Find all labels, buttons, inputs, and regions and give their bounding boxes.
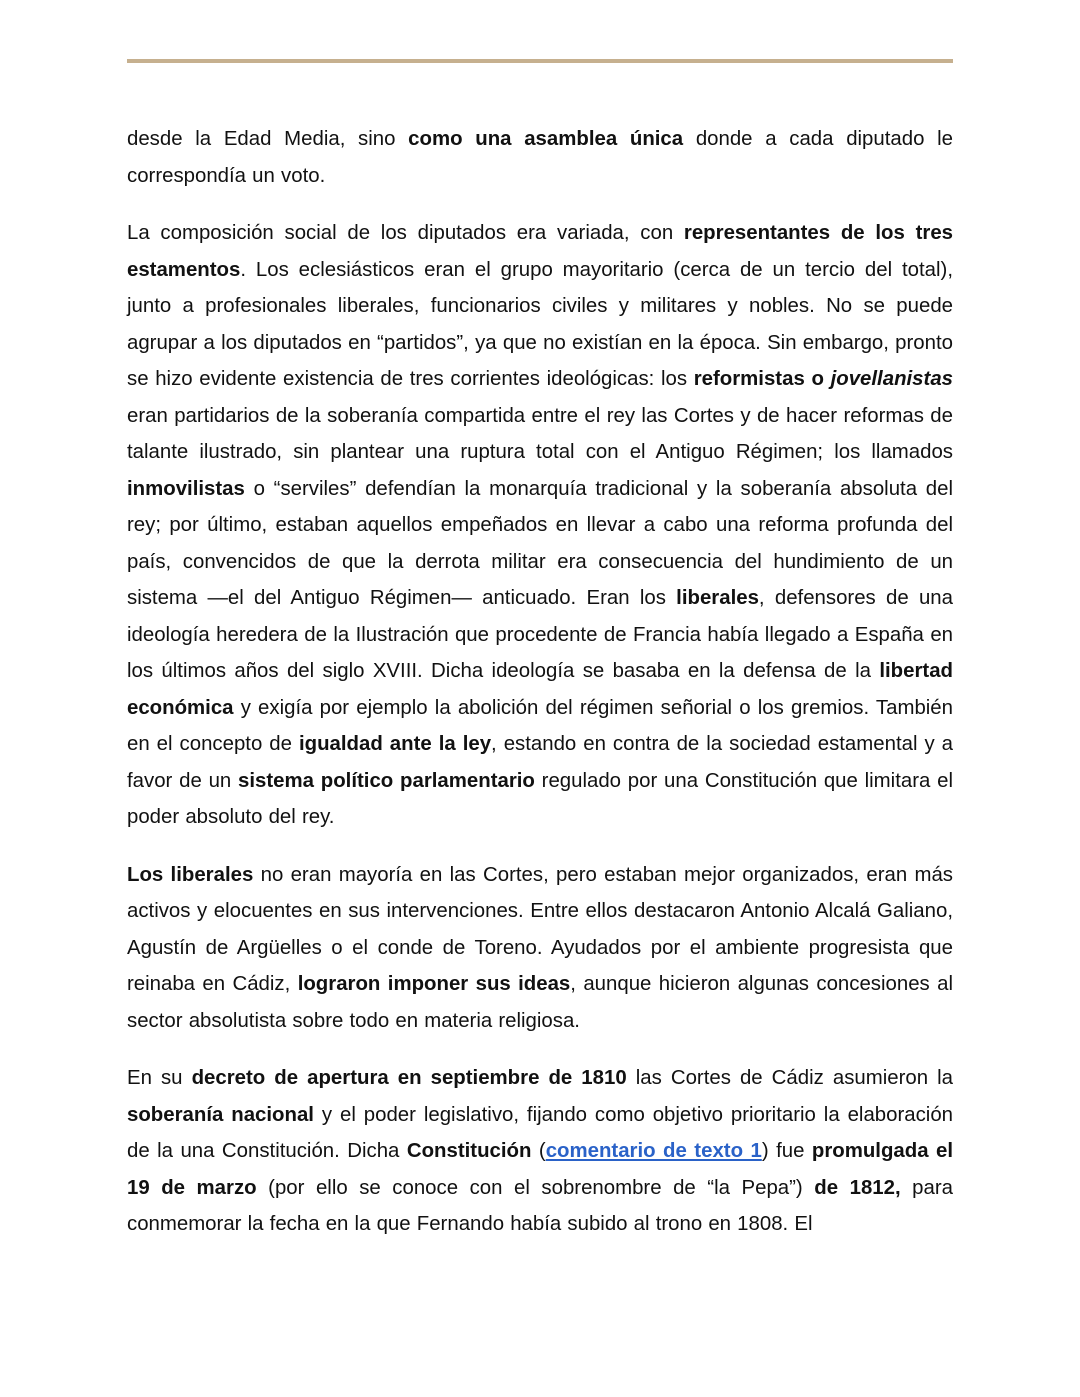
bold-run: sistema político parlamentario [238,769,535,792]
text-run: ( [531,1140,546,1162]
text-run: regulado por una Constitución que limitara el poder absoluto del rey. [127,769,953,828]
text-run: . Los eclesiásticos eran el grupo mayoritario (cerca de un tercio del total), junto a profesionales liberales, funcionarios civiles y militares y nobles. No se puede agrupar a los diputados en “partidos”, ya que no existían en la época. Sin embargo, pronto se hizo evidente existencia de tres corrientes ideológicas: los [127,258,953,390]
document-body [127,121,953,1264]
italic-run: jovellanistas [830,368,953,390]
text-run: eran partidarios de la soberanía compartida entre el rey las Cortes y de hacer reformas de talante ilustrado, sin plantear una ruptura total con el Antiguo Régimen; los llamados [127,404,953,463]
text-run: En su [127,1067,192,1089]
bold-run: como una asamblea única [408,128,684,150]
text-run: , estando en contra de la sociedad estamental y a favor de un [127,733,953,792]
bold-run: Los liberales [127,863,254,886]
bold-run: liberales [676,587,759,609]
text-run: La composición social de los diputados era variada, con [127,222,684,244]
bold-run: soberanía nacional [127,1103,314,1126]
bold-run: libertad económica [127,660,953,719]
paragraph-4 [127,1060,953,1243]
paragraph-3 [127,857,953,1040]
text-run: ) fue [761,1140,812,1162]
bold-run: representantes de los tres estamentos [127,222,953,281]
text-run: para conmemorar la fecha en la que Fernando había subido al trono en 1808. El [127,1176,953,1235]
paragraph-1 [127,121,953,194]
text-run: o “serviles” defendían la monarquía tradicional y la soberanía absoluta del rey; por último, estaban aquellos empeñados en llevar a cabo una reforma profunda del país, convencidos de que la derrota militar era consecuencia del hundimiento de un sistema —el del Antiguo Régimen— anticuado. Eran los [127,477,953,609]
bold-run: de 1812, [814,1176,901,1199]
text-run: y exigía por ejemplo la abolición del régimen señorial o los gremios. También en el concepto de [127,696,953,755]
text-run: no eran mayoría en las Cortes, pero estaban mejor organizados, eran más activos y elocuentes en sus intervenciones. Entre ellos destacaron Antonio Alcalá Galiano, Agustín de Argüelles o el conde de Toreno. Ayudados por el ambiente progresista que reinaba en Cádiz, [127,863,953,995]
text-run: (por ello se conoce con el sobrenombre de “la Pepa”) [256,1176,815,1199]
text-run: , defensores de una ideología heredera de la Ilustración que procedente de Francia había llegado a España en los últimos años del siglo XVIII. Dicha ideología se basaba en la defensa de la [127,587,953,682]
text-run: las Cortes de Cádiz asumieron la [626,1067,953,1089]
bold-italic-run [831,368,953,390]
bold-run: igualdad ante la ley [298,733,492,755]
paragraph-2 [127,215,953,836]
text-run: y el poder legislativo, fijando como objetivo prioritario la elaboración de la una Constitución. Dicha [127,1103,953,1162]
header-rule [127,59,953,63]
bold-run: lograron imponer sus ideas [297,973,571,995]
bold-run: promulgada el 19 de marzo [127,1140,954,1199]
text-run: desde la Edad Media, sino [127,128,409,150]
comentario-link[interactable]: comentario de texto 1 [545,1140,762,1162]
bold-run: Constitución [406,1140,532,1162]
text-run: , aunque hicieron algunas concesiones al sector absolutista sobre todo en materia religiosa. [127,973,954,1032]
bold-run: reformistas o [693,368,831,390]
bold-run: decreto de apertura en septiembre de 1810 [191,1067,627,1089]
bold-run: inmovilistas [127,477,245,500]
text-run: donde a cada diputado le correspondía un voto. [127,128,953,187]
